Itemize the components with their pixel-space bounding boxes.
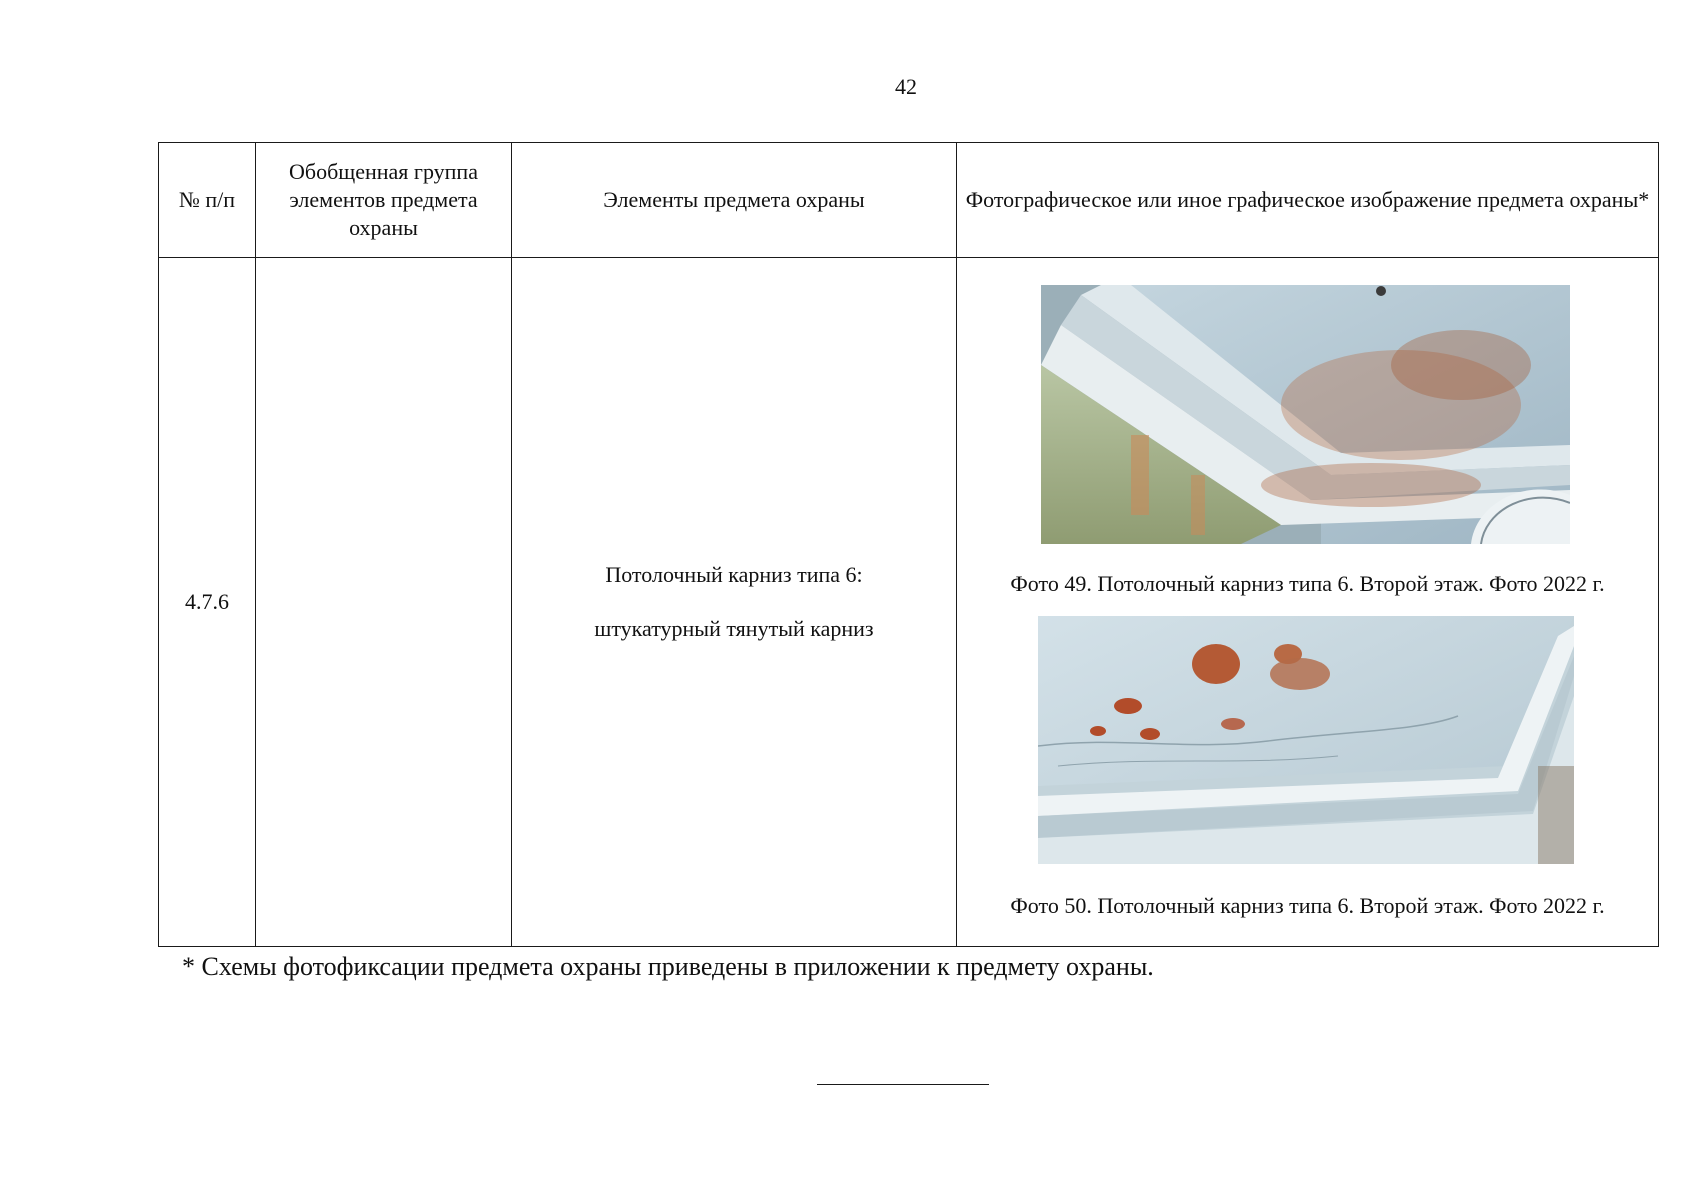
header-number: № п/п <box>159 143 256 258</box>
header-elements: Элементы предмета охраны <box>512 143 957 258</box>
row-photos <box>957 258 1659 947</box>
protection-subject-table <box>158 142 1659 947</box>
table-row <box>159 258 1659 947</box>
element-description: штукатурный тянутый карниз <box>594 616 874 641</box>
photo-ceiling-cornice-1 <box>1041 285 1570 544</box>
bottom-divider <box>817 1084 989 1085</box>
table-header-row <box>159 143 1659 258</box>
row-group <box>256 258 512 947</box>
photo-ceiling-cornice-2 <box>1038 616 1574 864</box>
footnote: * Схемы фотофиксации предмета охраны приведены в приложении к предмету охраны. <box>182 952 1154 981</box>
photo-caption-2: Фото 50. Потолочный карниз типа 6. Второй этаж. Фото 2022 г. <box>1010 893 1605 918</box>
row-number: 4.7.6 <box>159 258 256 947</box>
photo-caption-1: Фото 49. Потолочный карниз типа 6. Второй этаж. Фото 2022 г. <box>1010 571 1605 596</box>
page-number: 42 <box>895 74 917 99</box>
header-group: Обобщенная группа элементов предмета охраны <box>256 143 512 258</box>
element-name: Потолочный карниз типа 6: <box>605 562 863 587</box>
row-elements <box>512 258 957 947</box>
header-photo: Фотографическое или иное графическое изображение предмета охраны* <box>957 143 1659 258</box>
